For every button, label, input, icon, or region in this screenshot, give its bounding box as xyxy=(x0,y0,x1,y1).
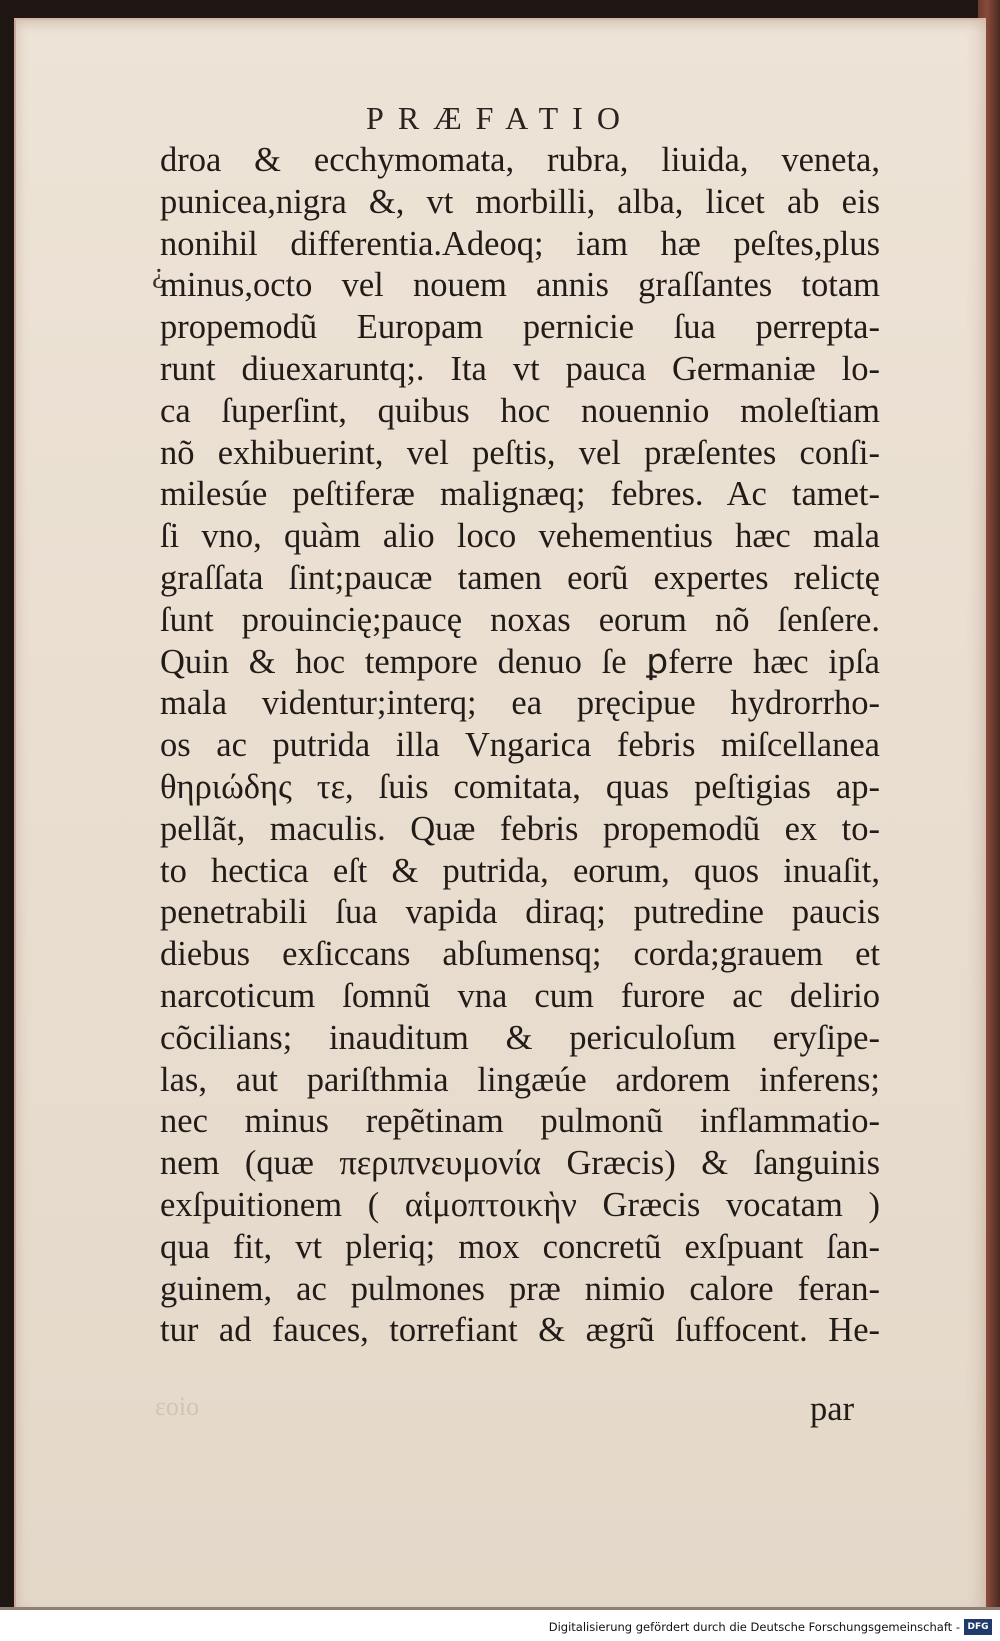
text-line: os ac putrida illa Vngarica febris miſcellanea xyxy=(160,726,880,765)
text-line: propemodũ Europam pernicie ſua perrepta- xyxy=(160,308,880,347)
text-line: ſunt prouincię;paucę noxas eorum nõ ſenſere. xyxy=(160,600,880,639)
text-line: las, aut pariſthmia lingæúe ardorem inferens; xyxy=(160,1060,880,1099)
text-line: θηριώδης τε, ſuis comitata, quas peſtigias ap- xyxy=(160,767,880,806)
text-line: milesúe peſtiferæ malignæq; febres. Ac tamet- xyxy=(160,475,880,514)
text-line: qua fit, vt pleriq; mox concretũ exſpuant ſan- xyxy=(160,1227,880,1266)
text-line: ca ſuperſint, quibus hoc nouennio moleſtiam xyxy=(160,391,880,430)
text-line: nec minus repẽtinam pulmonũ inflammatio- xyxy=(160,1102,880,1141)
text-line: nonihil differentia.Adeoq; iam hæ peſtes,plus xyxy=(160,224,880,263)
faint-bleedthrough-mark: ɛoio xyxy=(155,1392,200,1421)
text-line: minus,octo vel nouem annis graſſantes totam xyxy=(160,266,880,305)
text-line: tur ad fauces, torrefiant & ægrũ ſuffocent. He- xyxy=(160,1311,880,1350)
catchword: par xyxy=(810,1390,855,1428)
text-line: graſſata ſint;paucæ tamen eorũ expertes relictę xyxy=(160,558,880,597)
footer-strip xyxy=(0,1610,1000,1641)
text-line: nem (quæ περιπνευμονία Græcis) & ſanguinis xyxy=(160,1144,880,1183)
text-line: narcoticum ſomnũ vna cum furore ac delirio xyxy=(160,976,880,1015)
text-line: punicea,nigra &, vt morbilli, alba, licet ab eis xyxy=(160,182,880,221)
text-line: runt diuexaruntq;. Ita vt pauca Germaniæ lo- xyxy=(160,349,880,388)
body-text xyxy=(160,140,880,1352)
text-line: pellãt, maculis. Quæ febris propemodũ ex to- xyxy=(160,809,880,848)
margin-mark: ¿ xyxy=(152,258,165,289)
text-line: mala videntur;interq; ea pręcipue hydrorrho- xyxy=(160,684,880,723)
dfg-logo: DFG xyxy=(964,1619,992,1635)
text-line: Quin & hoc tempore denuo ſe ꝑferre hæc ipſa xyxy=(160,642,880,681)
text-line: cõcilians; inauditum & periculoſum eryſipe- xyxy=(160,1018,880,1057)
text-line: droa & ecchymomata, rubra, liuida, veneta, xyxy=(160,141,880,179)
text-line: ſi vno, quàm alio loco vehementius hæc mala xyxy=(160,517,880,556)
text-line: to hectica eſt & putrida, eorum, quos inuaſit, xyxy=(160,851,880,890)
page-header: PRÆFATIO xyxy=(366,100,634,136)
text-line: penetrabili ſua vapida diraq; putredine paucis xyxy=(160,893,880,932)
text-line: guinem, ac pulmones præ nimio calore feran- xyxy=(160,1269,880,1308)
text-line: nõ exhibuerint, vel peſtis, vel præſentes conſi- xyxy=(160,433,880,472)
digitization-credit: Digitalisierung gefördert durch die Deutsche Forschungsgemeinschaft - xyxy=(548,1620,960,1634)
text-line: diebus exſiccans abſumensq; corda;grauem et xyxy=(160,935,880,974)
text-line: exſpuitionem ( αἱμοπτοικὴν Græcis vocatam ) xyxy=(160,1185,880,1224)
